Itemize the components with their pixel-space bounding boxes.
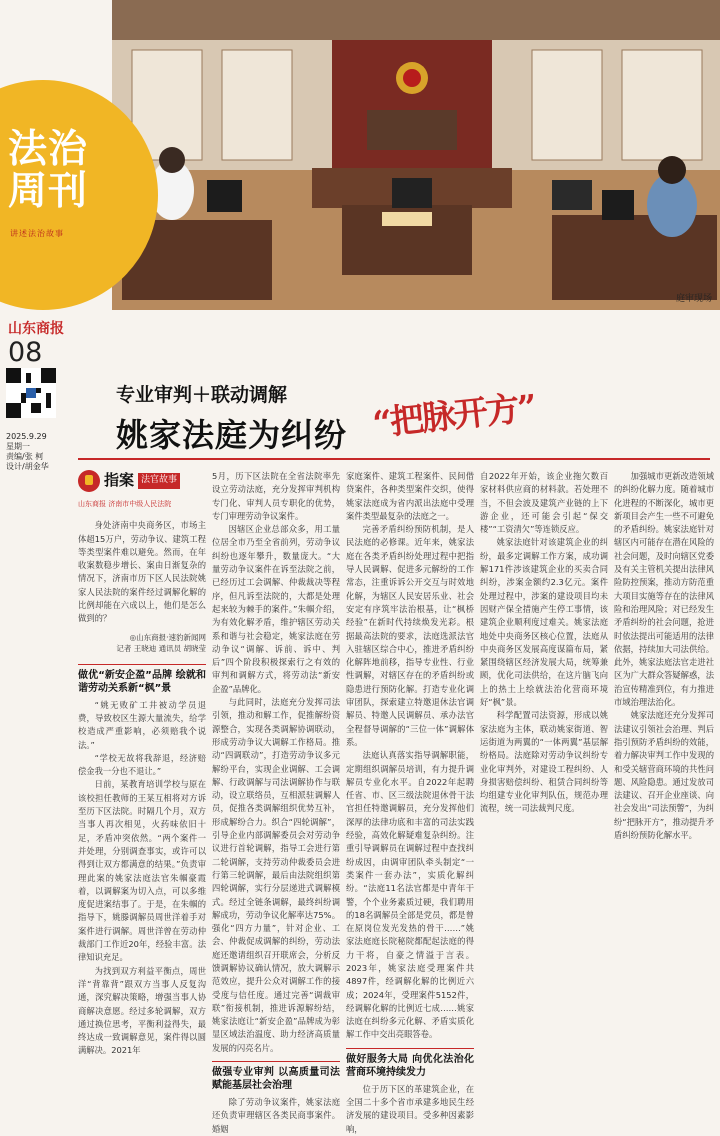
byline-line1: ◎山东商报·速豹新闻网	[129, 632, 206, 642]
paragraph: 科学配置司法资源，形成以姚家法庭为主体，联动姚家街道、智运街道为两翼的“一体两翼”基层解纷格局。法庭除对劳动争议纠纷专业化审判外，对建设工程纠纷、人身损害赔偿纠纷、租赁合同纠纷等均组建专业化审判队伍，规范办理流程，统一司法裁判尺度。	[480, 710, 608, 814]
paragraph: 位于历下区的革建筑企业，在全国二十多个省市承建多地民生经济发展的建设项目。受多种因素影响，	[346, 1083, 474, 1134]
paragraph: 完善矛盾纠纷预防机制，是人民法庭的必修课。近年来，姚家法庭在各类矛盾纠纷处理过程中把指导人民调解、促进多元解纷的工作常态，注重诉诉公开交互与时效地化解，为辖区人民安居乐业、社会安定有序筑牢法治根基，让“枫桥经验”在新时代持续焕发光彩。根据最高法院的要求，法庭选派法官入驻辖区综合中心，推进矛盾纠纷化解阵地前移，指导专业性、行业性调解，对辖区存在的矛盾纠纷或隐患进行预防化解。打造专业化调审团队，探索建立特邀退休法官调解员、特邀人民调解员、承办法官全程督导调解的“三位一体”调解体系。	[346, 524, 474, 747]
byline	[78, 632, 206, 654]
paragraph: 5月，历下区法院在全省法院率先设立劳动法庭，充分发挥审判机构专门化、审判人员专职化的优势，专门审理劳动争议案件。	[212, 471, 340, 521]
paragraph: 日前，某教育培训学校与原在该校担任教师的王某互相将对方诉至历下区法院。时隔几个月，双方当事人再次相见，火药味依旧十足，矛盾冲突依然。“两个案件一并处理，分别调查事实，或许可以得到让双方都满意的结果。”负责审理此案的姚家法庭法官朱帼豪霞着，以调解案为切入点，可以多维度促进案结事了。于是，在朱帼的指导下，姚滕调解员周世洋着手对案件进行调解。周世洋曾在劳动仲裁部门工作近20年，经验丰富。法律知识充足。	[78, 779, 206, 963]
paragraph: “姚无败矿工井被动学员退费，导致校区生源大量流失，给学校造成严重影响，必须赔我个说法。”	[78, 699, 206, 750]
paragraph: 法庭认真落实指导调解职能，定期组织调解员培训，有力提升调解员专业化水平。自2022年起聘任省、市、区三级法院退休骨干法官担任特邀调解员，充分发挥他们深厚的法律功底和丰富的司法实践经验，高效化解疑难复杂纠纷。注重引导调解员在调解过程中查找纠纷成因，由调审团队牵头制定“一类案件一套办法”，实质化解纠纷。“法庭11名法官都是中青年干警，个个业务素质过硬，我们聘用的18名调解员全部是党员，都是曾在原岗位发光发热的骨干……”姚家法庭庭长院秘院都配起法庭的得力干将，自豪之情溢于言表。2023年，姚家法庭受理案件共4897件，经调解化解的比例近六成；2024年，受理案件5152件，经调解化解的比例近七成……姚家法庭在纠纷多元化解、矛盾实质化解工作中交出亮眼答卷。	[346, 750, 474, 1040]
column-4	[480, 470, 608, 1055]
article-headline: 姚家法庭为纠纷	[116, 416, 348, 454]
paragraph: 与此同时，法庭充分发挥司法引领，推动和解工作，促推解纷资源整合，实现各类调解协调联动，形成劳动争议大调解工作格局。推动“四调联动”，打造劳动争议多元解纷平台，实现企业调解、工会调解、行政调解与司法调解协作与联动，设立联络员，互相派驻调解人员，促推各类调解组织优势互补，形成解纷合力。织合“四轮调解”，引导企业内部调解委员会对劳动争议进行首轮调解，指导工会进行第二轮调解，支持劳动仲裁委员会进行第三轮调解，最后由法院组织第四轮调解，实行分层递进式调解模式。经过全链条调解，最终纠纷调解成功，劳动争议化解率达75%。强化“四方力量”，针对企业、工会、仲裁促成调解的纠纷，劳动法庭还邀请组织召开联席会，分析反馈调解协议确认情况，放大调解示范效应，提升公众对调解工作的接受度与信任度。通过完善“调裁审联”衔接机制，推进诉源解纷结，姚家法庭让“新安企盈”品牌成为彰显区域法治温度、助力经济高质量发展的闪亮名片。	[212, 697, 340, 1053]
column-5	[614, 470, 714, 1055]
courtroom-photo	[112, 0, 720, 310]
byline-line2: 记者 王晓迪 通讯员 胡晓莹	[116, 643, 206, 653]
masthead-title	[8, 128, 88, 212]
column-brand-tag: 法官故事	[138, 473, 180, 488]
paragraph: 姚家法庭还充分发挥司法建议引领社会治理、判后指引预防矛盾纠纷的效能，着力解决审判工作中发现的和受关辖营商环境的共性问题、风险隐患。通过发放司法建议、召开企业座谈、向社会发出“司法预警”，为纠纷“把脉开方”，推动提升矛盾纠纷预防化解水平。	[614, 710, 714, 841]
paragraph: 姚家法庭针对该建筑企业的纠纷，最多定调解工作方案，成功调解171件涉该建筑企业的买卖合同纠纷，涉案金额约2.3亿元。案件处理过程中，涉案的建设项目均未因财产保全措施产生停工事情，该建筑企业顺利度过难关。姚家法庭地处中央商务区核心位置，法庭从中央商务区发展高度谋篇布局，紧紧围绕辖区经济发展大局，统筹兼顾，优化司法供给，在这片脑飞向上的热土上绘就法治化营商环境好“枫”景。	[480, 537, 608, 708]
column-2	[212, 470, 340, 1134]
paragraph: 为找到双方利益平衡点，周世洋“背靠背”跟双方当事人反复沟通，深究解决策略，增强当事人协商解决意愿。经过多轮调解，双方通过换位思考，平衡利益得失，最终达成一致调解意见，案件得以圆满解决。2021年	[78, 965, 206, 1056]
paragraph: 因辖区企业总部众多，用工量位居全市乃至全省前列，劳动争议纠纷也逐年攀升，数量庞大。“大量劳动争议案件在诉至法院之前，已经历过工会调解、仲裁裁决等程序，但凡诉至法院的，大都是处理起来较为棘手的案件。”朱帼介绍，为有效化解矛盾，维护辖区劳动关系和谐与社会稳定，姚家法庭在劳动争议“调解、诉前、诉中、判后”四个阶段积极探索行之有效的审判和调解方式，将劳动法“新安企盈”品牌化。	[212, 524, 340, 694]
masthead-title-line2: 周刊	[8, 168, 89, 214]
issue-designer: 设计/胡金华	[6, 462, 49, 471]
paragraph: 自2022年开始，该企业拖欠数百家材料供应商的材料款。若处理不当，不但会波及建筑产业链的上下游企业，还可能会引起“保交楼”“工资清欠”等连锁反应。	[480, 471, 608, 535]
masthead-slogan: 讲述法治故事	[10, 229, 64, 238]
headline-divider	[78, 458, 710, 460]
photo-caption: 庭审现场	[675, 294, 712, 304]
issue-date: 2025.9.29	[6, 432, 47, 441]
section-1-title: 做优“新安企盈”品牌 绘就和谐劳动关系新“枫”景	[78, 664, 206, 695]
column-brand-sub: 山东商报 济南市中级人民法院	[78, 500, 172, 508]
issue-editor: 责编/张 柯	[6, 452, 44, 461]
section-2-title: 做强专业审判 以高质量司法赋能基层社会治理	[212, 1061, 340, 1092]
issue-meta	[6, 432, 49, 472]
article-headline-emphasis: “把脉开方”	[370, 387, 538, 445]
issue-weekday: 星期一	[6, 442, 30, 451]
paragraph: 除了劳动争议案件，姚家法庭还负责审理辖区各类民商事案件。婚姻	[212, 1097, 340, 1134]
paragraph: 加强城市更新改造领域的纠纷化解力度。随着城市化进程的不断深化，城市更新项目会产生一些不可避免的矛盾纠纷。姚家法庭针对辖区内可能存在潜在风险的社会问题，及时向辖区党委及有关主管机关提出法律风险防控预案，推动方防范重大项目实施等存在的法律风险和治理风险；对已经发生矛盾纠纷的社会问题，抢进时依法提出可能适用的法律依据，持续加大司法供给。此外，姚家法庭法官走进社区为广大群众答疑解惑，法治宣传精准到位，有力推进市域治理法治化。	[614, 471, 714, 708]
column-brand	[78, 470, 206, 492]
article-subtitle: 专业审判＋联动调解	[116, 384, 288, 406]
column-1	[78, 470, 206, 1055]
qr-code-icon	[6, 368, 56, 418]
paragraph: 家庭案件、建筑工程案件、民间借贷案件，各种类型案件交织，使得姚家法庭成为省内派出法庭中受理案件类型最复杂的法庭之一。	[346, 471, 474, 521]
paper-name: 山东商报	[8, 321, 64, 337]
courtroom-scene	[112, 0, 720, 310]
intro-paragraph: 身处济南中央商务区，市场主体超15万户，劳动争议、建筑工程等类型案件难以避免。然而，在年收案数稳步增长、案由日渐复杂的情况下，济南市历下区人民法院姚家人民法院的案件经过调解化解的比例却能在六成以上，他们是怎么做到的？	[78, 520, 206, 624]
section-3-title: 做好服务大局 向优化法治化营商环境持续发力	[346, 1048, 474, 1079]
page-number: 08	[8, 337, 43, 368]
column-brand-name: 指案	[104, 471, 135, 490]
court-seal-icon	[78, 470, 100, 492]
masthead-title-line1: 法治	[8, 126, 89, 172]
paragraph: “学校无故将我辞退，经济赔偿金我一分也不退让。”	[78, 752, 206, 777]
column-3	[346, 470, 474, 1134]
